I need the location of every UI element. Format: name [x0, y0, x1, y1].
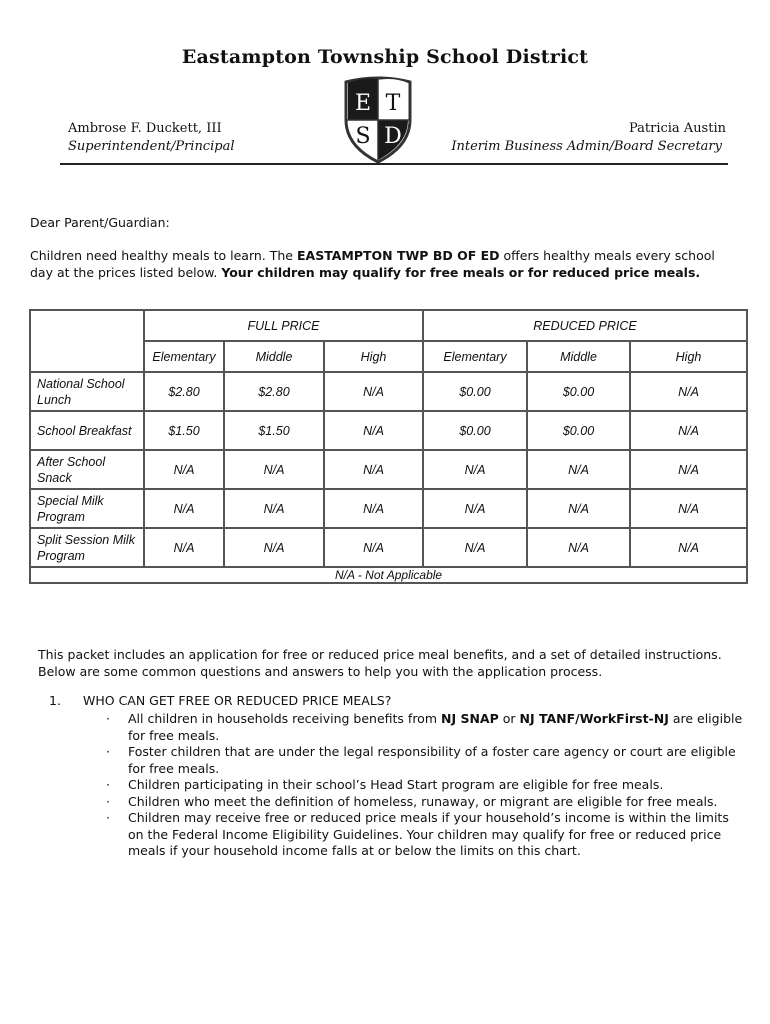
program-tanf: NJ TANF/WorkFirst-NJ	[519, 711, 669, 726]
price-cell: N/A	[423, 489, 527, 528]
price-cell: N/A	[324, 450, 423, 489]
intro-text-2: offers healthy meals every school day at the prices listed below.	[30, 248, 715, 280]
price-cell: $1.50	[144, 411, 224, 450]
price-cell: N/A	[324, 489, 423, 528]
list-item	[104, 711, 744, 744]
intro-text-1: Children need healthy meals to learn. The	[30, 248, 297, 263]
crest-letter-t: T	[385, 91, 401, 116]
price-cell: N/A	[630, 528, 747, 567]
price-cell: N/A	[527, 528, 630, 567]
business-admin-name: Patricia Austin	[628, 121, 726, 136]
bullet: ·	[106, 711, 110, 726]
price-cell: N/A	[144, 489, 224, 528]
price-cell: N/A	[527, 450, 630, 489]
list-item	[104, 810, 744, 860]
sponsor-name: EASTAMPTON TWP BD OF ED	[296, 248, 500, 263]
intro-paragraph	[30, 248, 730, 281]
price-cell: N/A	[630, 372, 747, 411]
price-cell: $0.00	[527, 372, 630, 411]
meal-price-table	[29, 309, 748, 584]
packet-paragraph: This packet includes an application for free or reduced price meal benefits, and a set of detailed instructions. Below are some common questions and answers to help you with the application process.	[38, 647, 722, 679]
list-item	[104, 777, 744, 794]
table-row	[30, 372, 747, 411]
price-cell: N/A	[630, 489, 747, 528]
question-number: 1.	[49, 693, 61, 708]
table-footnote: N/A - Not Applicable	[30, 567, 747, 583]
price-cell: N/A	[324, 528, 423, 567]
column-header: Elementary	[144, 341, 224, 372]
bullet: ·	[106, 777, 110, 792]
list-item-text: or	[498, 711, 520, 726]
price-cell: $0.00	[423, 411, 527, 450]
price-cell: N/A	[324, 372, 423, 411]
intro-qualify-statement: Your children may qualify for free meals or for reduced price meals.	[221, 264, 701, 280]
price-cell: $2.80	[224, 372, 324, 411]
price-cell: N/A	[324, 411, 423, 450]
price-cell: N/A	[423, 450, 527, 489]
price-cell: $2.80	[144, 372, 224, 411]
column-header: Elementary	[423, 341, 527, 372]
list-item	[104, 794, 744, 811]
price-cell: N/A	[630, 411, 747, 450]
question-heading: WHO CAN GET FREE OR REDUCED PRICE MEALS?	[83, 693, 392, 708]
program-snap: NJ SNAP	[440, 711, 499, 726]
price-cell: $0.00	[527, 411, 630, 450]
column-header: High	[324, 341, 423, 372]
list-item-text: Children who meet the definition of homeless, runaway, or migrant are eligible for free meals.	[128, 793, 718, 809]
row-label: Special Milk Program	[30, 489, 144, 528]
table-row	[30, 489, 747, 528]
column-header: High	[630, 341, 747, 372]
eligibility-list	[104, 711, 744, 860]
crest-letter-s: S	[355, 124, 371, 149]
price-cell: N/A	[144, 450, 224, 489]
row-label: School Breakfast	[30, 411, 144, 450]
bullet: ·	[106, 793, 110, 809]
business-admin-title: Interim Business Admin/Board Secretary	[451, 139, 722, 154]
list-item-text: Children participating in their school’s Head Start program are eligible for free meals.	[128, 777, 664, 792]
full-price-header: FULL PRICE	[144, 310, 423, 341]
list-item-text: Foster children that are under the legal responsibility of a foster care agency or court are eligible for free meals.	[128, 744, 736, 776]
bullet: ·	[106, 810, 110, 825]
table-corner-cell	[30, 310, 144, 372]
table-row	[30, 450, 747, 489]
price-cell: N/A	[224, 450, 324, 489]
price-cell: N/A	[224, 489, 324, 528]
list-item-text: Children may receive free or reduced price meals if your household’s income is within the limits on the Federal Income Eligibility Guidelines. Your children may qualify for free or reduced price meals if your household income falls at or below the limits on this chart.	[128, 810, 729, 858]
price-cell: N/A	[630, 450, 747, 489]
list-item-text: All children in households receiving benefits from	[128, 711, 441, 726]
price-cell: $1.50	[224, 411, 324, 450]
price-cell: N/A	[144, 528, 224, 567]
price-cell: N/A	[527, 489, 630, 528]
column-header: Middle	[224, 341, 324, 372]
list-item	[104, 744, 744, 777]
crest-letter-e: E	[354, 91, 372, 116]
superintendent-name: Ambrose F. Duckett, III	[68, 121, 222, 136]
reduced-price-header: REDUCED PRICE	[423, 310, 747, 341]
price-cell: N/A	[224, 528, 324, 567]
district-title: Eastampton Township School District	[181, 46, 589, 68]
column-header: Middle	[527, 341, 630, 372]
table-row	[30, 528, 747, 567]
district-crest-logo	[342, 76, 414, 164]
header-divider	[60, 163, 728, 165]
price-cell: $0.00	[423, 372, 527, 411]
bullet: ·	[106, 744, 110, 759]
row-label: National School Lunch	[30, 372, 144, 411]
row-label: Split Session Milk Program	[30, 528, 144, 567]
table-row	[30, 411, 747, 450]
salutation: Dear Parent/Guardian:	[30, 215, 170, 230]
superintendent-title: Superintendent/Principal	[68, 139, 235, 154]
price-cell: N/A	[423, 528, 527, 567]
crest-letter-d: D	[384, 124, 402, 149]
row-label: After School Snack	[30, 450, 144, 489]
list-item-text: are eligible for free meals.	[128, 711, 743, 743]
